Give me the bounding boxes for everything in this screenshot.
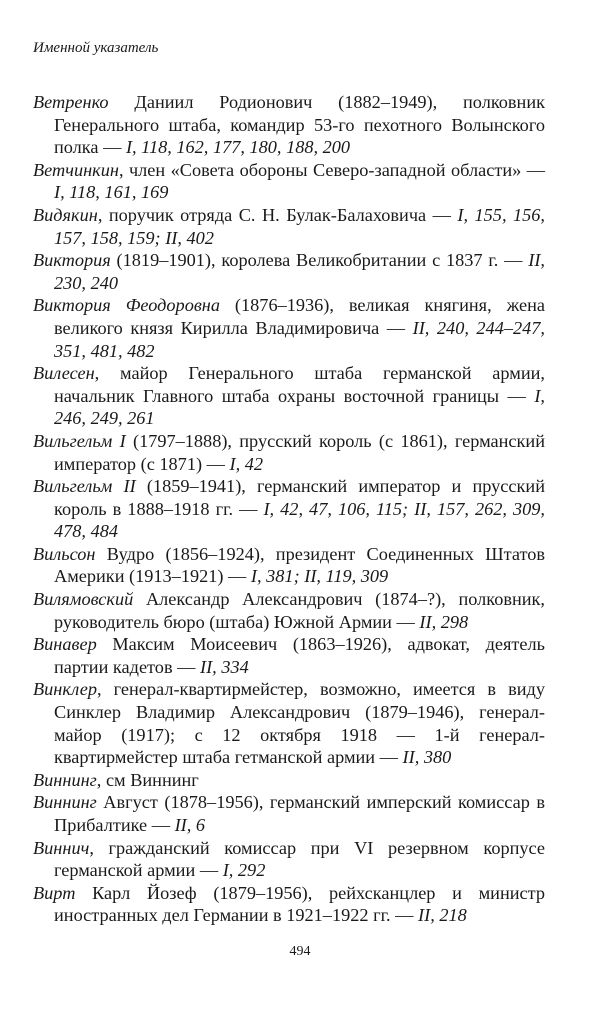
entry-text: , гражданский комиссар при VI резервном корпусе германской армии — [54, 837, 545, 881]
index-entries [33, 91, 545, 927]
index-entry [33, 882, 545, 927]
entry-text: Максим Моисеевич (1863–1926), адвокат, деятель партии кадетов — [54, 634, 545, 677]
entry-refs: II, 334 [200, 656, 249, 677]
index-entry [33, 362, 545, 430]
entry-name: Винавер [33, 634, 97, 655]
entry-name: Виннинг [33, 792, 97, 813]
entry-refs: I, 246, 249, 261 [54, 385, 545, 429]
index-entry [33, 475, 545, 543]
entry-text: Даниил Родионович (1882–1949), полковник Генерального штаба, командир 53-го пехотного Волынского полка — [54, 92, 545, 158]
index-entry [33, 294, 545, 362]
entry-refs: I, 42 [229, 453, 263, 474]
index-entry [33, 204, 545, 249]
entry-text: Карл Йозеф (1879–1956), рейхсканцлер и министр иностранных дел Германии в 1921–1922 гг. — [54, 882, 545, 926]
entry-text: , генерал-квартирмейстер, возможно, имеется в виду Синклер Владимир Александрович (1879–1946), генерал-майор (1917); с 12 октября 1918 — 1-й генерал-квартирмейстер штаба гетманской армии — [54, 679, 545, 768]
index-entry [33, 588, 545, 633]
index-entry [33, 791, 545, 836]
entry-text: , см Виннинг [96, 769, 199, 790]
page-number: 494 [289, 944, 311, 959]
index-entry [33, 430, 545, 475]
entry-refs: II, 218 [418, 905, 467, 926]
index-entry [33, 91, 545, 159]
entry-refs: II, 6 [174, 815, 206, 835]
entry-refs: I, 381; II, 119, 309 [250, 566, 389, 587]
entry-text: Александр Александрович (1874–?), полковник, руководитель бюро (штаба) Южной Армии — [54, 589, 545, 632]
entry-refs: I, 292 [222, 860, 266, 881]
running-header: Именной указатель [33, 40, 159, 56]
entry-text: , член «Совета обороны Северо-западной области» — [118, 159, 545, 180]
entry-refs: I, 42, 47, 106, 115; II, 157, 262, 309, 478, 484 [54, 498, 545, 542]
index-entry [33, 633, 545, 678]
entry-text: , майор Генерального штаба германской армии, начальник Главного штаба охраны восточной границы — [54, 363, 545, 406]
entry-refs: I, 118, 162, 177, 180, 188, 200 [125, 137, 351, 158]
index-entry [33, 249, 545, 294]
entry-text: , поручик отряда С. Н. Булак-Балаховича — [97, 204, 458, 225]
entry-text: (1819–1901), королева Великобритании с 1837 г. — [110, 250, 529, 271]
entry-refs: II, 230, 240 [54, 250, 545, 293]
entry-text: (1797–1888), прусский король (с 1861), германский император (с 1871) — [54, 430, 545, 474]
entry-refs: I, 155, 156, 157, 158, 159; II, 402 [54, 204, 545, 248]
entry-name: Виктория Феодоровна [33, 295, 220, 316]
entry-text: (1859–1941), германский император и прусский король в 1888–1918 гг. — [54, 476, 545, 519]
index-entry [33, 837, 545, 882]
index-entry [33, 159, 545, 204]
entry-name: Вилесен [33, 363, 95, 384]
entry-text: Август (1878–1956), германский имперский комиссар в Прибалтике — [54, 792, 545, 835]
entry-name: Вильгельм II [33, 476, 136, 497]
entry-name: Вильгельм I [33, 430, 126, 451]
entry-name: Ветренко [33, 92, 109, 112]
index-entry [33, 769, 545, 792]
entry-name: Ветчинкин [33, 159, 119, 180]
entry-name: Виктория [33, 250, 111, 271]
entry-text: (1876–1936), великая княгиня, жена великого князя Кирилла Владимировича — [54, 295, 545, 338]
entry-refs: II, 240, 244–247, 351, 481, 482 [54, 317, 545, 361]
entry-name: Вильсон [33, 543, 96, 564]
entry-refs: II, 380 [402, 747, 452, 768]
entry-name: Видякин [33, 204, 98, 225]
entry-refs: II, 298 [419, 611, 469, 632]
entry-refs: I, 118, 161, 169 [54, 182, 169, 203]
index-entry [33, 543, 545, 588]
entry-name: Виннинг [33, 769, 97, 790]
index-entry [33, 678, 545, 768]
entry-name: Вилямовский [33, 589, 134, 610]
entry-name: Винклер [33, 679, 97, 700]
entry-name: Вирт [33, 882, 76, 903]
entry-name: Виннич [33, 837, 90, 858]
entry-text: Вудро (1856–1924), президент Соединенных Штатов Америки (1913–1921) — [54, 543, 545, 587]
